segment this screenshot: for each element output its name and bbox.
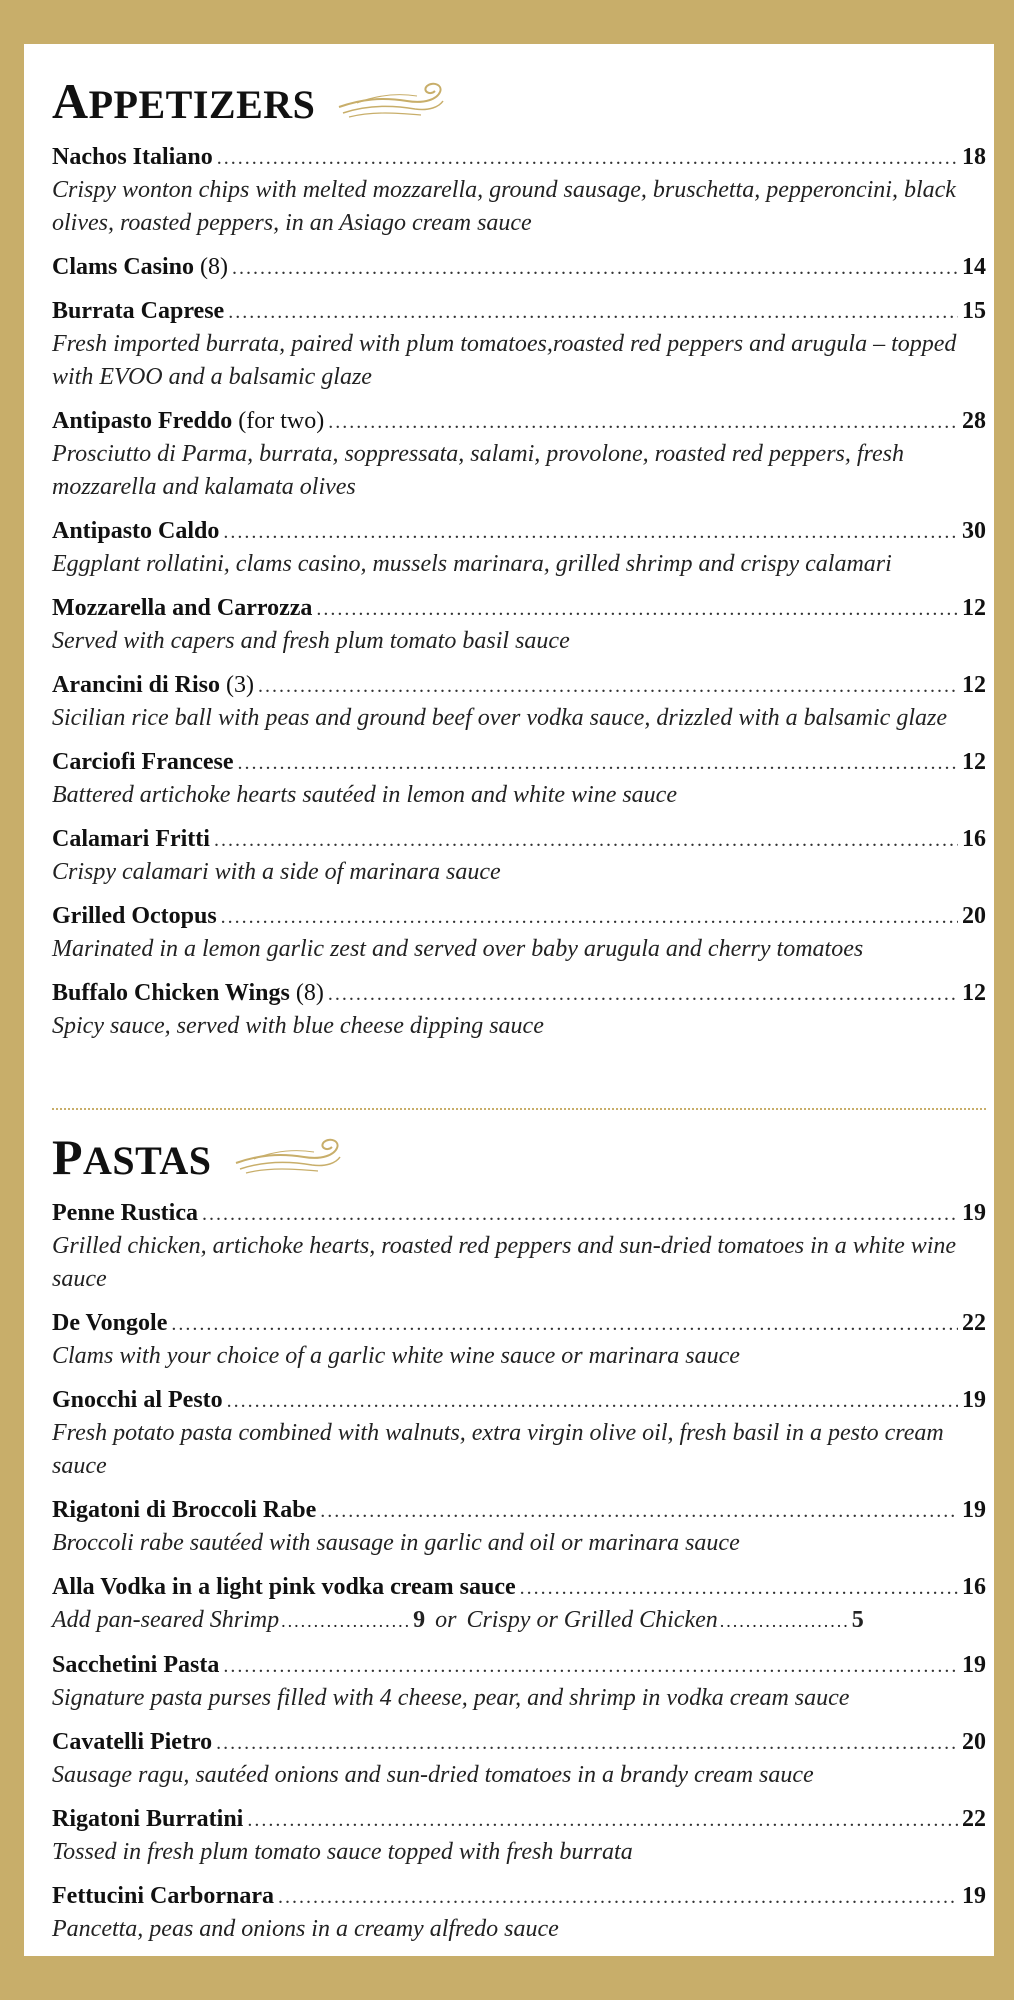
menu-item <box>52 668 986 735</box>
menu-item <box>52 140 986 240</box>
menu-item-description: Clams with your choice of a garlic white wine sauce or marinara sauce <box>52 1343 740 1369</box>
menu-item-title-row <box>52 140 986 174</box>
menu-item-name: Carciofi Francese <box>52 749 234 775</box>
dot-leader <box>258 669 958 703</box>
menu-item-price: 20 <box>962 1729 986 1755</box>
menu-item-price: 14 <box>962 254 986 280</box>
dot-leader <box>227 1384 958 1418</box>
menu-item <box>52 1306 986 1373</box>
dot-leader <box>223 1649 958 1683</box>
menu-item-note: (8) <box>200 254 229 280</box>
addon-or: or <box>435 1607 457 1633</box>
menu-item-name: Sacchetini Pasta <box>52 1652 220 1678</box>
menu-item <box>52 514 986 581</box>
addon-price: 9 <box>413 1607 426 1633</box>
menu-item-title-row <box>52 668 986 702</box>
menu-item-name: Penne Rustica <box>52 1200 198 1226</box>
menu-item <box>52 1879 986 1946</box>
menu-page <box>24 44 994 1956</box>
menu-item-price: 19 <box>962 1652 986 1678</box>
menu-item-title-row <box>52 404 986 438</box>
dot-leader <box>281 1605 411 1638</box>
menu-item-title-row <box>52 1648 986 1682</box>
pastas-list <box>52 1196 986 1946</box>
dot-leader <box>171 1307 958 1341</box>
dot-leader <box>216 1726 958 1760</box>
menu-item-title-row <box>52 1196 986 1230</box>
dot-leader <box>328 405 958 439</box>
menu-item-description: Prosciutto di Parma, burrata, soppressata, salami, provolone, roasted red peppers, fresh mozzarella and kalamata olives <box>52 441 904 500</box>
menu-item-name: Grilled Octopus <box>52 903 217 929</box>
menu-item <box>52 250 986 284</box>
dot-leader <box>223 515 958 549</box>
menu-item-description: Tossed in fresh plum tomato sauce topped with fresh burrata <box>52 1839 633 1865</box>
menu-item-title-row <box>52 1493 986 1527</box>
menu-item-title-row <box>52 1306 986 1340</box>
menu-item-price: 19 <box>962 1497 986 1523</box>
menu-item-price: 12 <box>962 749 986 775</box>
menu-item-title-row <box>52 1570 986 1604</box>
menu-item-description: Fresh potato pasta combined with walnuts, extra virgin olive oil, fresh basil in a pesto cream sauce <box>52 1420 944 1479</box>
menu-item <box>52 822 986 889</box>
menu-item-price: 16 <box>962 826 986 852</box>
menu-item-title-row <box>52 1383 986 1417</box>
menu-item <box>52 976 986 1043</box>
menu-item <box>52 1493 986 1560</box>
dot-leader <box>247 1803 958 1837</box>
menu-item-price: 30 <box>962 518 986 544</box>
menu-item-name: Fettucini Carbornara <box>52 1883 274 1909</box>
menu-item-name: Burrata Caprese <box>52 298 225 324</box>
pastas-title: PASTAS <box>52 1129 212 1185</box>
menu-item-name: Nachos Italiano <box>52 144 213 170</box>
menu-item <box>52 294 986 394</box>
dot-leader <box>221 900 958 934</box>
dot-leader <box>214 823 958 857</box>
menu-item-note: (3) <box>226 672 255 698</box>
dot-leader <box>217 141 958 175</box>
menu-item-name: Cavatelli Pietro <box>52 1729 213 1755</box>
swirl-flourish-icon <box>337 77 447 125</box>
menu-item-name: Rigatoni Burratini <box>52 1806 244 1832</box>
menu-item-title-row <box>52 591 986 625</box>
menu-item-description: Signature pasta purses filled with 4 cheese, pear, and shrimp in vodka cream sauce <box>52 1685 850 1711</box>
menu-item-title-row <box>52 1725 986 1759</box>
menu-item-note: (8) <box>295 980 324 1006</box>
menu-item-price: 18 <box>962 144 986 170</box>
menu-item-price: 19 <box>962 1387 986 1413</box>
menu-item-price: 22 <box>962 1806 986 1832</box>
menu-item <box>52 591 986 658</box>
addon-price: 5 <box>851 1607 864 1633</box>
menu-item-price: 15 <box>962 298 986 324</box>
appetizers-list <box>52 140 986 1043</box>
menu-item-name: Calamari Fritti <box>52 826 210 852</box>
menu-item-name: Alla Vodka in a light pink vodka cream sauce <box>52 1574 516 1600</box>
menu-item <box>52 404 986 504</box>
dot-leader <box>520 1571 958 1605</box>
menu-item-title-row <box>52 294 986 328</box>
menu-item-title-row <box>52 1802 986 1836</box>
menu-item-note: (for two) <box>238 408 325 434</box>
addon-label: Add pan-seared Shrimp <box>52 1607 280 1633</box>
menu-item-description: Sicilian rice ball with peas and ground beef over vodka sauce, drizzled with a balsamic glaze <box>52 705 947 731</box>
appetizers-section <box>52 68 986 1053</box>
menu-item <box>52 1383 986 1483</box>
dot-leader <box>328 977 958 1011</box>
menu-item-name: Arancini di Riso <box>52 672 221 698</box>
menu-item-price: 12 <box>962 980 986 1006</box>
menu-item-name: De Vongole <box>52 1310 168 1336</box>
menu-item-name: Antipasto Caldo <box>52 518 220 544</box>
menu-item-price: 28 <box>962 408 986 434</box>
dot-leader <box>232 251 958 285</box>
menu-item-title-row <box>52 899 986 933</box>
menu-item-description: Marinated in a lemon garlic zest and served over baby arugula and cherry tomatoes <box>52 936 864 962</box>
menu-item-description: Eggplant rollatini, clams casino, mussels marinara, grilled shrimp and crispy calamari <box>52 551 892 577</box>
menu-item <box>52 1725 986 1792</box>
menu-item-name: Gnocchi al Pesto <box>52 1387 223 1413</box>
menu-item-name: Mozzarella and Carrozza <box>52 595 313 621</box>
menu-item-title-row <box>52 1879 986 1913</box>
menu-item-description: Served with capers and fresh plum tomato basil sauce <box>52 628 570 654</box>
pastas-section <box>52 1124 986 1956</box>
menu-item-price: 19 <box>962 1883 986 1909</box>
menu-item-name: Rigatoni di Broccoli Rabe <box>52 1497 317 1523</box>
menu-item-title-row <box>52 976 986 1010</box>
menu-item-addons <box>52 1604 986 1638</box>
dot-leader <box>202 1197 958 1231</box>
menu-item <box>52 1570 986 1638</box>
menu-item-name: Clams Casino <box>52 254 195 280</box>
menu-item-name: Antipasto Freddo <box>52 408 233 434</box>
menu-item-price: 19 <box>962 1200 986 1226</box>
menu-item-name: Buffalo Chicken Wings <box>52 980 290 1006</box>
dot-leader <box>238 746 959 780</box>
menu-item-description: Grilled chicken, artichoke hearts, roasted red peppers and sun-dried tomatoes in a white wine sauce <box>52 1233 957 1292</box>
menu-item <box>52 1196 986 1296</box>
menu-item-description: Crispy wonton chips with melted mozzarella, ground sausage, bruschetta, pepperoncini, black olives, roasted peppers, in an Asiago cream sauce <box>52 177 956 236</box>
menu-item-price: 22 <box>962 1310 986 1336</box>
menu-item-price: 12 <box>962 595 986 621</box>
menu-item-title-row <box>52 822 986 856</box>
dot-leader <box>316 592 958 626</box>
pastas-heading <box>52 1124 986 1190</box>
menu-item <box>52 1648 986 1715</box>
addon-label: Crispy or Grilled Chicken <box>466 1607 718 1633</box>
menu-item <box>52 899 986 966</box>
menu-item-title-row <box>52 250 986 284</box>
section-divider <box>52 1108 986 1110</box>
dot-leader <box>228 295 958 329</box>
appetizers-heading <box>52 68 986 134</box>
menu-item-price: 16 <box>962 1574 986 1600</box>
menu-item-title-row <box>52 514 986 548</box>
dot-leader <box>320 1494 958 1528</box>
menu-item <box>52 1802 986 1869</box>
dot-leader <box>720 1605 850 1638</box>
menu-item-title-row <box>52 745 986 779</box>
menu-item-description: Sausage ragu, sautéed onions and sun-dried tomatoes in a brandy cream sauce <box>52 1762 814 1788</box>
menu-item-description: Fresh imported burrata, paired with plum tomatoes,roasted red peppers and arugula – topped with EVOO and a balsamic glaze <box>52 331 957 390</box>
menu-item-description: Pancetta, peas and onions in a creamy alfredo sauce <box>52 1916 559 1942</box>
menu-item-description: Broccoli rabe sautéed with sausage in garlic and oil or marinara sauce <box>52 1530 740 1556</box>
dot-leader <box>278 1880 958 1914</box>
menu-item <box>52 745 986 812</box>
menu-item-price: 20 <box>962 903 986 929</box>
swirl-flourish-icon <box>234 1133 344 1181</box>
menu-item-description: Crispy calamari with a side of marinara sauce <box>52 859 501 885</box>
appetizers-title: APPETIZERS <box>52 73 316 129</box>
menu-item-description: Spicy sauce, served with blue cheese dipping sauce <box>52 1013 544 1039</box>
menu-item-description: Battered artichoke hearts sautéed in lemon and white wine sauce <box>52 782 677 808</box>
menu-item-price: 12 <box>962 672 986 698</box>
